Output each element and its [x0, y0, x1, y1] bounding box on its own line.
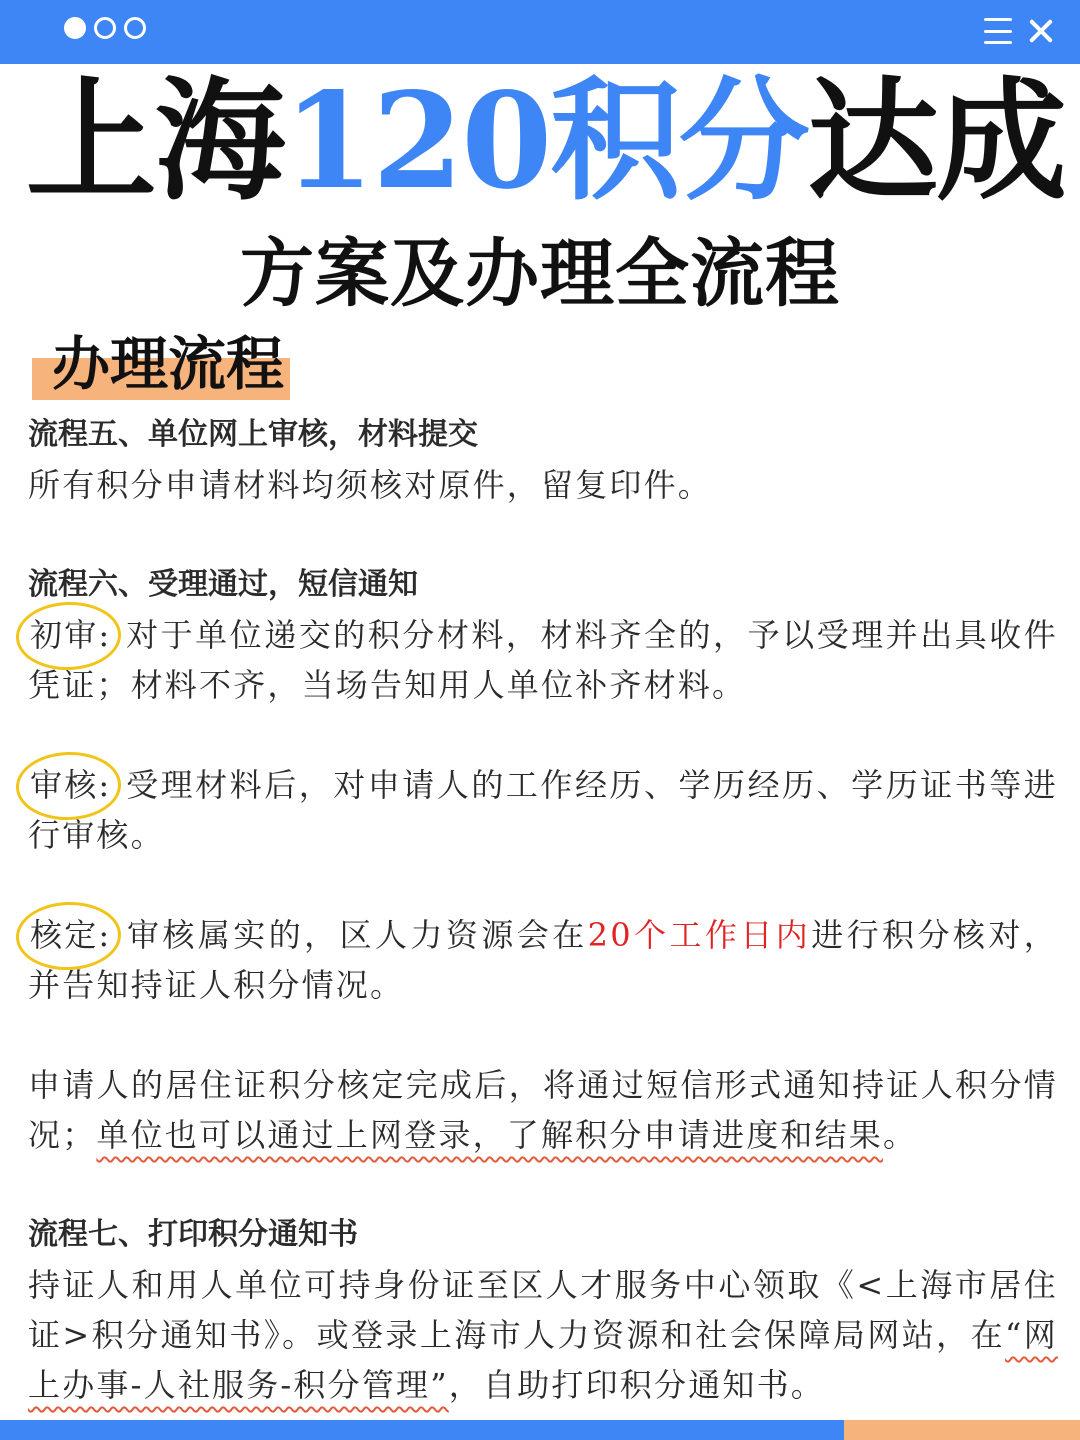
- main-content: [28, 410, 1058, 1410]
- review-label: 审核:: [28, 760, 113, 810]
- section-label-text: 办理流程: [52, 330, 285, 398]
- step7-heading: 流程七、打印积分通知书: [28, 1217, 358, 1252]
- close-icon[interactable]: [1028, 18, 1054, 44]
- verify-label: 核定:: [28, 910, 113, 960]
- verify-text-1: 审核属实的，区人力资源会在: [127, 916, 588, 954]
- initial-review-text: 对于单位递交的积分材料，材料齐全的，予以受理并出具收件凭证；材料不齐，当场告知用人单位补齐材料。: [28, 616, 1058, 704]
- bottom-bar: [0, 1420, 1080, 1440]
- dot-filled-icon: [64, 17, 86, 39]
- step7-underlined: “网上办事-人社服务-积分管理”: [28, 1316, 1058, 1404]
- bottom-bar-orange: [844, 1420, 1080, 1440]
- notice-underlined: 单位也可以通过上网登录，了解积分申请进度和结果: [96, 1116, 884, 1154]
- step7-text: [28, 1260, 1058, 1410]
- review-text: 受理材料后，对申请人的工作经历、学历经历、学历证书等进行审核。: [28, 766, 1058, 854]
- initial-review-label: 初审:: [28, 610, 113, 660]
- dot-outline-icon: [124, 17, 146, 39]
- top-bar: [0, 0, 1080, 64]
- step5-text: 所有积分申请材料均须核对原件，留复印件。: [28, 466, 713, 504]
- menu-icon[interactable]: [984, 18, 1012, 44]
- step6-review: [28, 760, 1058, 860]
- step6-notice: [28, 1060, 1058, 1160]
- title-part-2: 120积分: [283, 64, 808, 219]
- bottom-bar-blue: [0, 1420, 844, 1440]
- window-dots: [64, 17, 146, 39]
- step6-heading: 流程六、受理通过，短信通知: [28, 567, 418, 602]
- page-title: [26, 64, 1066, 219]
- notice-text-2: 。: [883, 1116, 918, 1154]
- top-bar-icons: [984, 18, 1054, 44]
- step6-initial-review: [28, 610, 1058, 710]
- title-part-1: 上海: [26, 64, 284, 219]
- page-subtitle: 方案及办理全流程: [240, 231, 840, 317]
- step6-verify: [28, 910, 1058, 1010]
- verify-highlight: 20个工作日内: [587, 916, 812, 954]
- step5-heading: 流程五、单位网上审核，材料提交: [28, 417, 478, 452]
- step7-text-2: ，自助打印积分通知书。: [448, 1366, 825, 1404]
- title-part-3: 达成: [807, 64, 1066, 219]
- dot-outline-icon: [94, 17, 116, 39]
- section-label: [32, 326, 290, 402]
- verify-text-2: 进行积分核对，并告知持证人积分情况。: [28, 916, 1058, 1004]
- step7-text-1: 持证人和用人单位可持身份证至区人才服务中心领取《<上海市居住证>积分通知书》。或登录上海市人力资源和社会保障局网站，在: [28, 1266, 1058, 1354]
- notice-text-1: 申请人的居住证积分核定完成后，将通过短信形式通知持证人积分情况；: [28, 1066, 1058, 1154]
